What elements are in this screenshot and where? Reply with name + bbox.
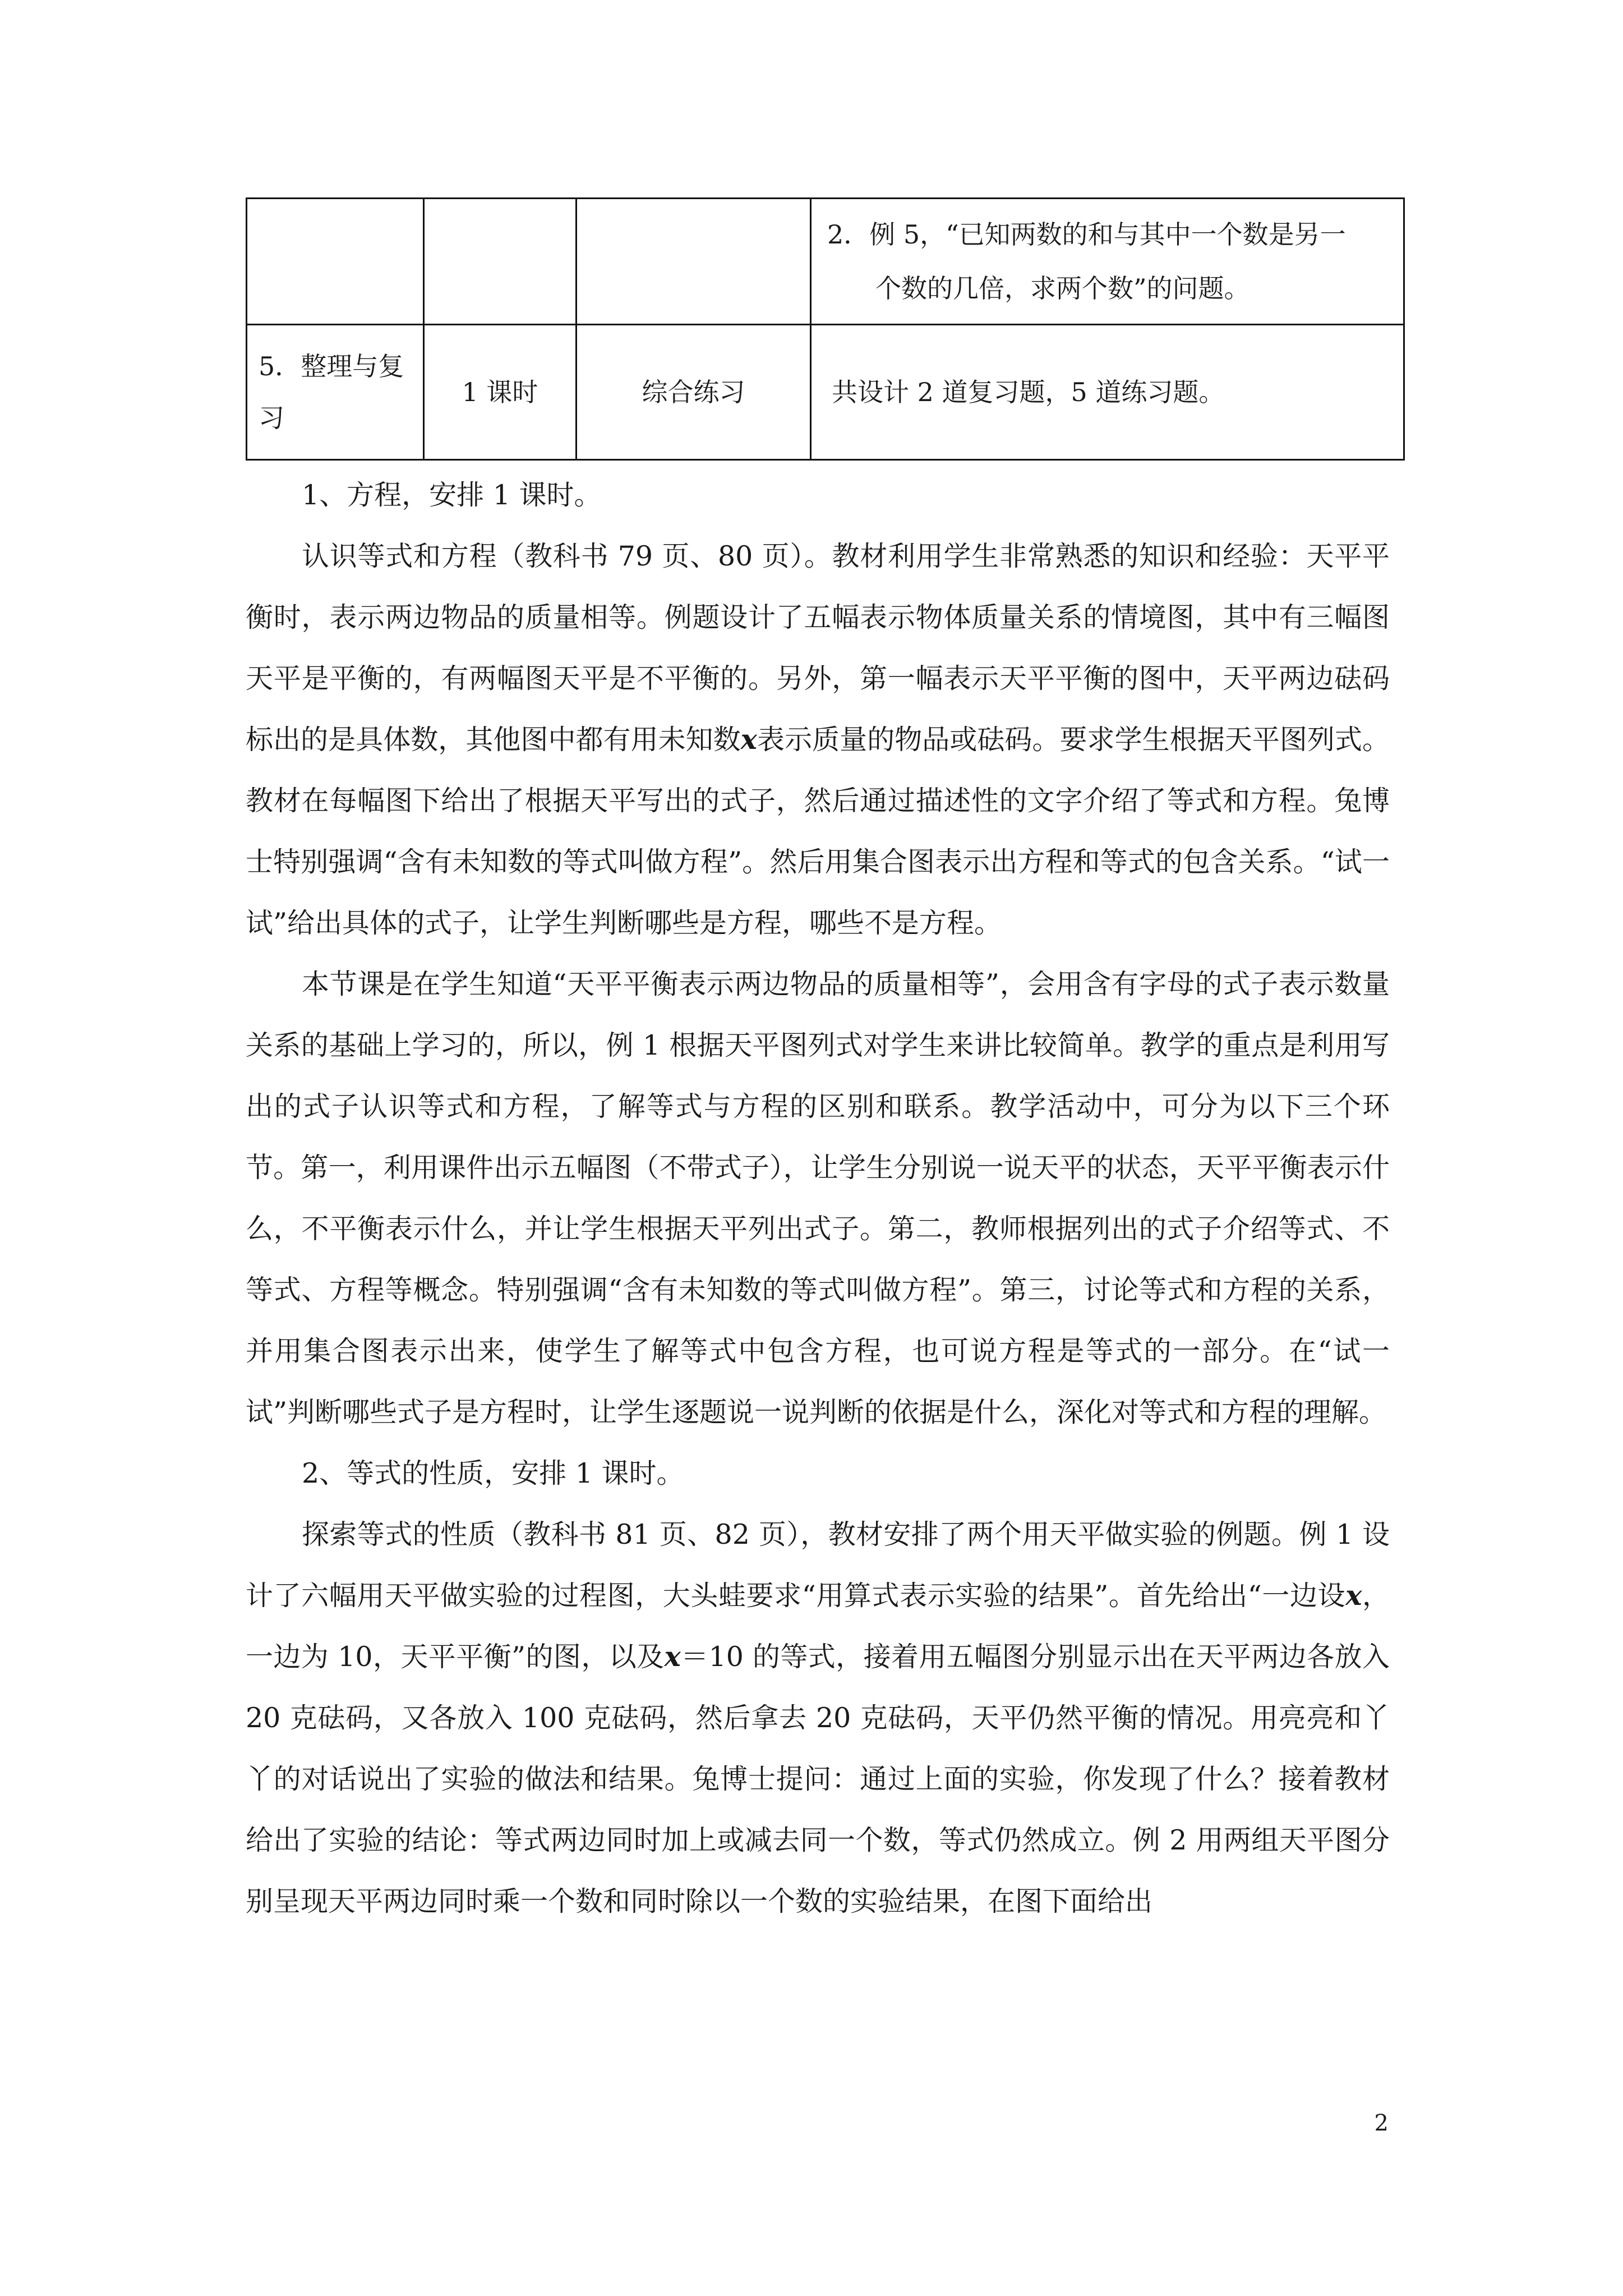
table-cell-hours [424,199,577,325]
paragraph [246,1504,1390,1932]
lesson-plan-table [246,197,1405,461]
section-heading-1: 1、方程，安排 1 课时。 [302,479,602,511]
table-row [247,199,1404,325]
paragraph-text: 探索等式的性质（教科书 81 页、82 页），教材安排了两个用天平做实验的例题。例 1 设计了六幅用天平做实验的过程图，大头蛙要求“用算式表示实验的结果”。首先给出“一边设 [246,1519,1390,1612]
paragraph-text: 认识等式和方程（教科书 79 页、80 页）。教材利用学生非常熟悉的知识和经验：天平平衡时，表示两边物品的质量相等。例题设计了五幅表示物体质量关系的情境图，其中有三幅图天平是平衡的，有两幅图天平是不平衡的。另外，第一幅表示天平平衡的图中，天平两边砝码标出的是具体数，其他图中都有用未知数 [246,540,1390,756]
table-row [247,325,1404,460]
paragraph [246,526,1390,954]
paragraph-text: ，一边为 10，天平平衡”的图，以及 [246,1580,1390,1673]
table-cell-content: 共设计 2 道复习题，5 道练习题。 [811,325,1404,460]
content-line-1: 2．例 5，“已知两数的和与其中一个数是另一 [827,219,1346,250]
table-cell-type: 综合练习 [577,325,811,460]
variable-x: x [1345,1579,1362,1612]
table-cell-type [577,199,811,325]
variable-x: x [740,723,757,756]
table-cell-lesson: 5．整理与复习 [247,325,424,460]
table-cell-hours: 1 课时 [424,325,577,460]
page-number: 2 [1374,2110,1389,2136]
body-text [246,464,1390,1932]
paragraph-text: ＝10 的等式，接着用五幅图分别显示出在天平两边各放入 20 克砝码，又各放入 100 克砝码，然后拿去 20 克砝码，天平仍然平衡的情况。用亮亮和丫丫的对话说出了实验的做法和结果。兔博士提问：通过上面的实验，你发现了什么？接着教材给出了实验的结论：等式两边同时加上或减去同一个数，等式仍然成立。例 2 用两组天平图分别呈现天平两边同时乘一个数和同时除以一个数的实验结果，在图下面给出 [246,1641,1390,1917]
table-cell-content [811,199,1404,325]
variable-x: x [664,1640,681,1673]
table-cell-lesson [247,199,424,325]
section-heading-2: 2、等式的性质，安排 1 课时。 [302,1457,684,1489]
paragraph: 本节课是在学生知道“天平平衡表示两边物品的质量相等”，会用含有字母的式子表示数量关系的基础上学习的，所以，例 1 根据天平图列式对学生来讲比较简单。教学的重点是利用写出的式子认识等式和方程，了解等式与方程的区别和联系。教学活动中，可分为以下三个环节。第一，利用课件出示五幅图（不带式子），让学生分别说一说天平的状态，天平平衡表示什么，不平衡表示什么，并让学生根据天平列出式子。第二，教师根据列出的式子介绍等式、不等式、方程等概念。特别强调“含有未知数的等式叫做方程”。第三，讨论等式和方程的关系，并用集合图表示出来，使学生了解等式中包含方程，也可说方程是等式的一部分。在“试一试”判断哪些式子是方程时，让学生逐题说一说判断的依据是什么，深化对等式和方程的理解。 [246,968,1390,1428]
content-line-2: 个数的几倍，求两个数”的问题。 [875,273,1250,303]
paragraph-text: 表示质量的物品或砝码。要求学生根据天平图列式。教材在每幅图下给出了根据天平写出的式子，然后通过描述性的文字介绍了等式和方程。兔博士特别强调“含有未知数的等式叫做方程”。然后用集合图表示出方程和等式的包含关系。“试一试”给出具体的式子，让学生判断哪些是方程，哪些不是方程。 [246,724,1390,939]
